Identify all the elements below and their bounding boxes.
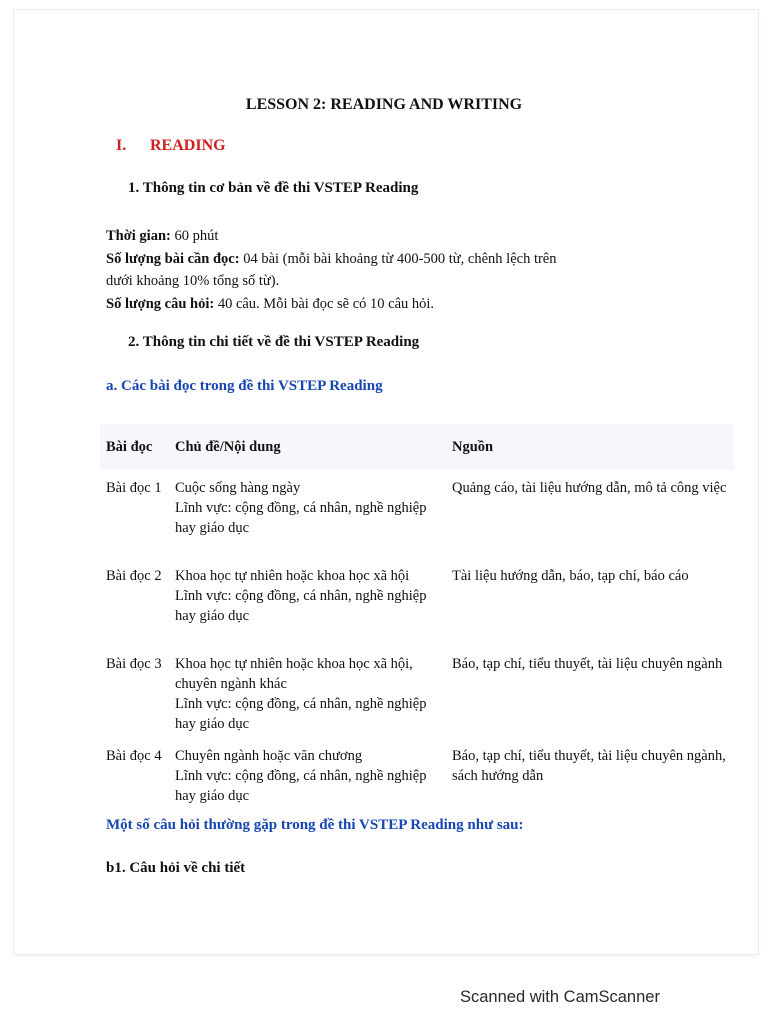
section-heading-reading — [116, 137, 226, 155]
passage-cell: Bài đọc 2 — [106, 568, 162, 584]
table-row — [100, 470, 734, 558]
source-cell: Tài liệu hướng dẫn, báo, tạp chí, báo cáo — [452, 568, 689, 584]
passage-cell: Bài đọc 1 — [106, 480, 162, 496]
topic-cell — [169, 738, 446, 812]
section-number: I. — [116, 137, 127, 154]
source-cell: Báo, tạp chí, tiểu thuyết, tài liệu chuyên ngành, sách hướng dẫn — [452, 748, 726, 784]
table-row — [100, 738, 734, 812]
topic-cell — [169, 470, 446, 558]
heading-common-questions: Một số câu hỏi thường gặp trong đề thi VSTEP Reading như sau: — [106, 817, 524, 833]
subheading-detail-questions: b1. Câu hỏi về chi tiết — [106, 860, 246, 876]
passage-cell: Bài đọc 4 — [106, 748, 162, 764]
info-time-label: Thời gian: — [106, 228, 171, 244]
basic-info-block — [106, 225, 556, 315]
info-questions-label: Số lượng câu hỏi: — [106, 295, 215, 312]
table-header-row — [100, 424, 734, 470]
topic-line: Lĩnh vực: cộng đồng, cá nhân, nghề nghiệp hay giáo dục — [175, 500, 427, 536]
subsection-basic-info: 1. Thông tin cơ bản về đề thi VSTEP Reading — [128, 180, 419, 196]
topic-line: Chuyên ngành hoặc văn chương — [175, 748, 363, 764]
info-questions — [106, 293, 556, 316]
source-cell: Quảng cáo, tài liệu hướng dẫn, mô tả công việc — [452, 480, 727, 496]
section-label: READING — [150, 137, 226, 154]
topic-cell — [169, 558, 446, 646]
topic-line: Lĩnh vực: cộng đồng, cá nhân, nghề nghiệp hay giáo dục — [175, 588, 427, 624]
info-count — [106, 248, 556, 271]
table-row — [100, 558, 734, 646]
info-questions-value: 40 câu. Mỗi bài đọc sẽ có 10 câu hỏi. — [214, 295, 435, 312]
topic-line: Khoa học tự nhiên hoặc khoa học xã hội, chuyên ngành khác — [175, 656, 413, 692]
info-time-value: 60 phút — [170, 228, 219, 244]
header-source: Nguồn — [452, 439, 494, 455]
info-count-label: Số lượng bài cần đọc: — [106, 250, 240, 267]
header-topic: Chủ đề/Nội dung — [175, 439, 281, 455]
passage-cell: Bài đọc 3 — [106, 656, 162, 672]
info-time — [106, 225, 556, 248]
topic-cell — [169, 646, 446, 738]
info-count-value: 04 bài (mỗi bài khoảng từ 400-500 từ, chênh lệch trên — [239, 250, 557, 267]
table-row — [100, 646, 734, 738]
lesson-title: LESSON 2: READING AND WRITING — [245, 96, 523, 113]
source-cell: Báo, tạp chí, tiểu thuyết, tài liệu chuyên ngành — [452, 656, 723, 672]
subsection-detail-info: 2. Thông tin chi tiết về đề thi VSTEP Reading — [128, 334, 420, 350]
heading-reading-passages: a. Các bài đọc trong đề thi VSTEP Reading — [106, 378, 383, 394]
topic-line: Khoa học tự nhiên hoặc khoa học xã hội — [175, 568, 410, 584]
header-passage: Bài đọc — [106, 439, 153, 455]
topic-line: Lĩnh vực: cộng đồng, cá nhân, nghề nghiệp hay giáo dục — [175, 696, 427, 732]
info-count-continued: dưới khoảng 10% tổng số từ). — [106, 273, 280, 289]
topic-line: Lĩnh vực: cộng đồng, cá nhân, nghề nghiệp hay giáo dục — [175, 768, 427, 804]
topic-line: Cuộc sống hàng ngày — [175, 480, 301, 496]
camscanner-watermark: Scanned with CamScanner — [460, 988, 660, 1006]
reading-passages-table — [100, 424, 734, 812]
